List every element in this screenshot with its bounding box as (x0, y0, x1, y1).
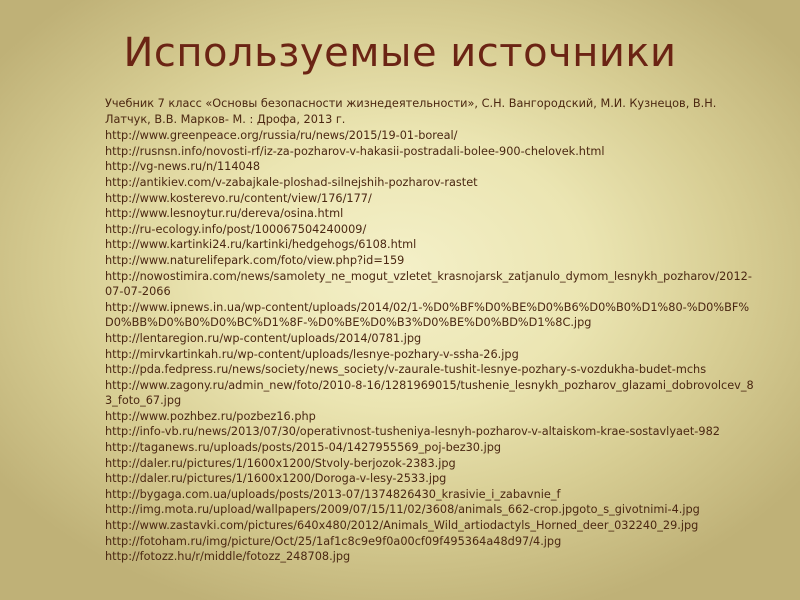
source-link[interactable]: http://img.mota.ru/upload/wallpapers/2009/07/15/11/02/3608/animals_662-crop.jpgoto_s_givotnimi-4.jpg (105, 503, 700, 517)
source-link[interactable]: http://www.zagony.ru/admin_new/foto/2010-8-16/1281969015/tushenie_lesnykh_pozharov_glazami_dobrovolcev_83_foto_67.jpg (105, 378, 754, 408)
source-link[interactable]: http://pda.fedpress.ru/news/society/news_society/v-zaurale-tushit-lesnye-pozhary-s-vozdukha-budet-mchs (105, 363, 707, 377)
source-link[interactable]: http://mirvkartinkah.ru/wp-content/uploads/lesnye-pozhary-v-ssha-26.jpg (105, 347, 519, 361)
source-link[interactable]: http://info-vb.ru/news/2013/07/30/operativnost-tusheniya-lesnyh-pozharov-v-altaiskom-krae-sostavlyaet-982 (105, 425, 720, 439)
source-link[interactable]: http://lentaregion.ru/wp-content/uploads/2014/0781.jpg (105, 331, 422, 345)
source-link[interactable]: http://fotozz.hu/r/middle/fotozz_248708.jpg (105, 550, 351, 564)
source-link[interactable]: http://daler.ru/pictures/1/1600x1200/Stvoly-berjozok-2383.jpg (105, 456, 456, 470)
source-link[interactable]: http://antikiev.com/v-zabajkale-ploshad-silnejshih-pozharov-rastet (105, 175, 478, 189)
source-link[interactable]: http://www.lesnoytur.ru/dereva/osina.html (105, 207, 344, 221)
source-link[interactable]: http://www.kartinki24.ru/kartinki/hedgehogs/6108.html (105, 238, 417, 252)
source-list (105, 128, 755, 565)
source-link[interactable]: http://vg-news.ru/n/114048 (105, 160, 261, 174)
source-link[interactable]: http://www.greenpeace.org/russia/ru/news/2015/19-01-boreal/ (105, 129, 458, 143)
source-link[interactable]: http://www.naturelifepark.com/foto/view.php?id=159 (105, 253, 405, 267)
source-link[interactable]: http://taganews.ru/uploads/posts/2015-04/1427955569_poj-bez30.jpg (105, 441, 502, 455)
source-link[interactable]: http://nowostimira.com/news/samolety_ne_mogut_vzletet_krasnojarsk_zatjanulo_dymom_lesnykh_pozharov/2012-07-07-2066 (105, 269, 752, 299)
source-link[interactable]: http://www.kosterevo.ru/content/view/176/177/ (105, 191, 372, 205)
textbook-reference: Учебник 7 класс «Основы безопасности жизнедеятельности», С.Н. Вангородский, М.И. Кузнецов, В.Н. Латчук, В.В. Марков- М. : Дрофа, 2013 г. (105, 97, 717, 126)
source-link[interactable]: http://ru-ecology.info/post/100067504240009/ (105, 222, 367, 236)
source-link[interactable]: http://bygaga.com.ua/uploads/posts/2013-07/1374826430_krasivie_i_zabavnie_f (105, 487, 561, 501)
slide-title: Используемые источники (123, 30, 677, 76)
source-link[interactable]: http://fotoham.ru/img/picture/Oct/25/1af1c8c9e9f0a00cf09f495364a48d97/4.jpg (105, 534, 562, 548)
source-link[interactable]: http://www.ipnews.in.ua/wp-content/uploads/2014/02/1-%D0%BF%D0%BE%D0%B6%D0%B0%D1%80-%D0%BF%D0%BB%D0%B0%D0%BC%D1%8F-%D0%BE%D0%B3%D0%BE%D0%BD%D1%8C.jpg (105, 300, 750, 330)
source-link[interactable]: http://www.pozhbez.ru/pozbez16.php (105, 409, 316, 423)
sources-content (105, 96, 755, 565)
source-link[interactable]: http://rusnsn.info/novosti-rf/iz-za-pozharov-v-hakasii-postradali-bolee-900-chelovek.html (105, 144, 605, 158)
source-link[interactable]: http://daler.ru/pictures/1/1600x1200/Doroga-v-lesy-2533.jpg (105, 472, 447, 486)
source-link[interactable]: http://www.zastavki.com/pictures/640x480/2012/Animals_Wild_artiodactyls_Horned_deer_032240_29.jpg (105, 519, 699, 533)
